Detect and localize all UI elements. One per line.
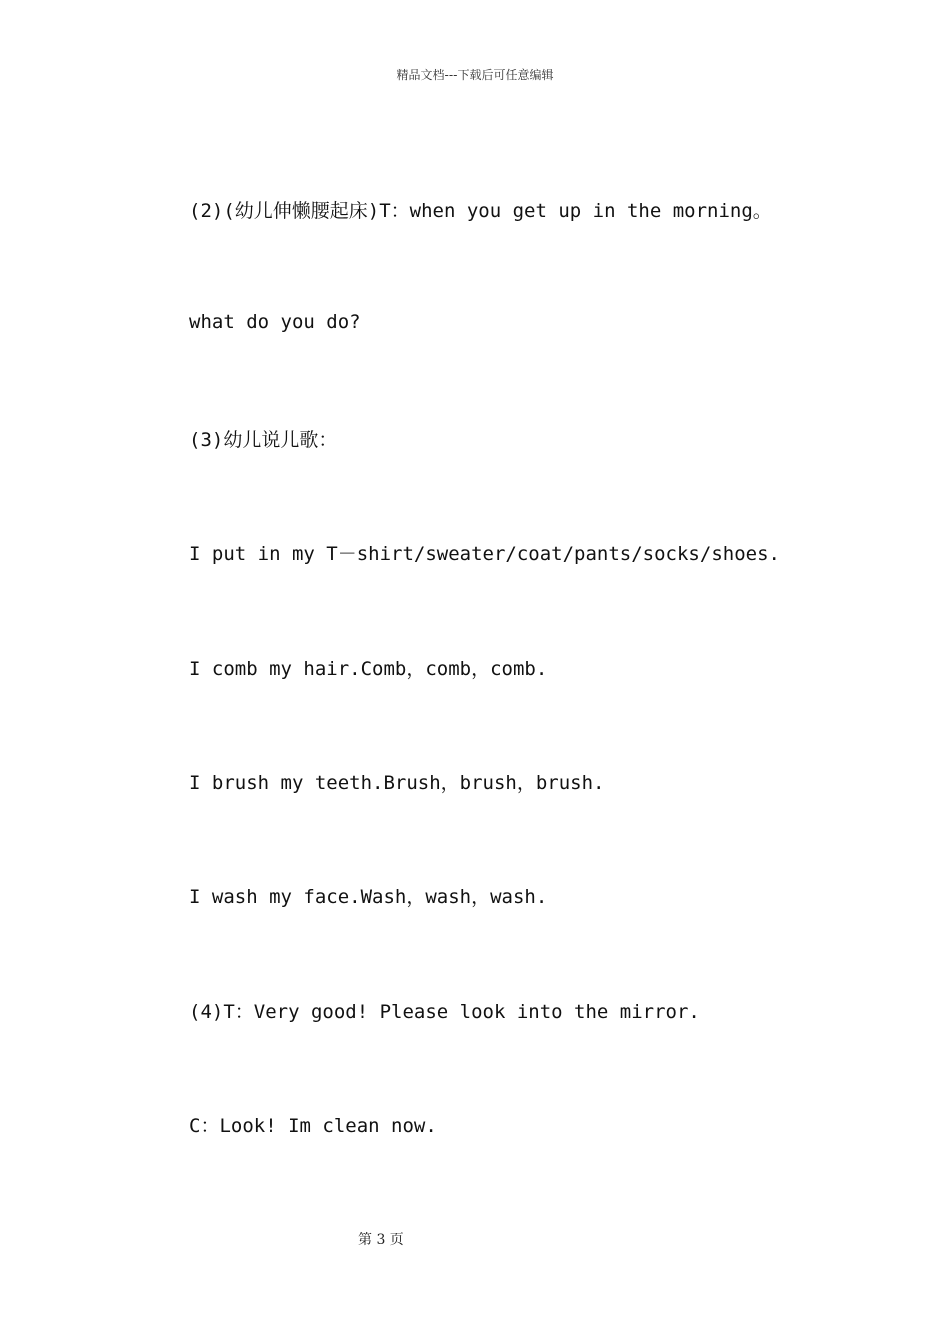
text-line: (3)幼儿说儿歌：	[189, 429, 338, 451]
text-line: C：Look! Im clean now.	[189, 1115, 437, 1137]
text-line: (2)(幼儿伸懒腰起床)T：when you get up in the morning。	[189, 200, 772, 222]
text-line: I comb my hair.Comb，comb，comb.	[189, 658, 548, 680]
text-line: I wash my face.Wash，wash，wash.	[189, 886, 548, 908]
text-line: I put in my T－shirt/sweater/coat/pants/socks/shoes.	[189, 543, 780, 565]
page-number: 第 3 页	[358, 1232, 404, 1248]
text-line: I brush my teeth.Brush，brush，brush.	[189, 772, 605, 794]
text-line: what do you do?	[189, 311, 361, 333]
page-header: 精品文档---下载后可任意编辑	[396, 68, 554, 82]
text-line: (4)T：Very good! Please look into the mirror.	[189, 1001, 700, 1023]
